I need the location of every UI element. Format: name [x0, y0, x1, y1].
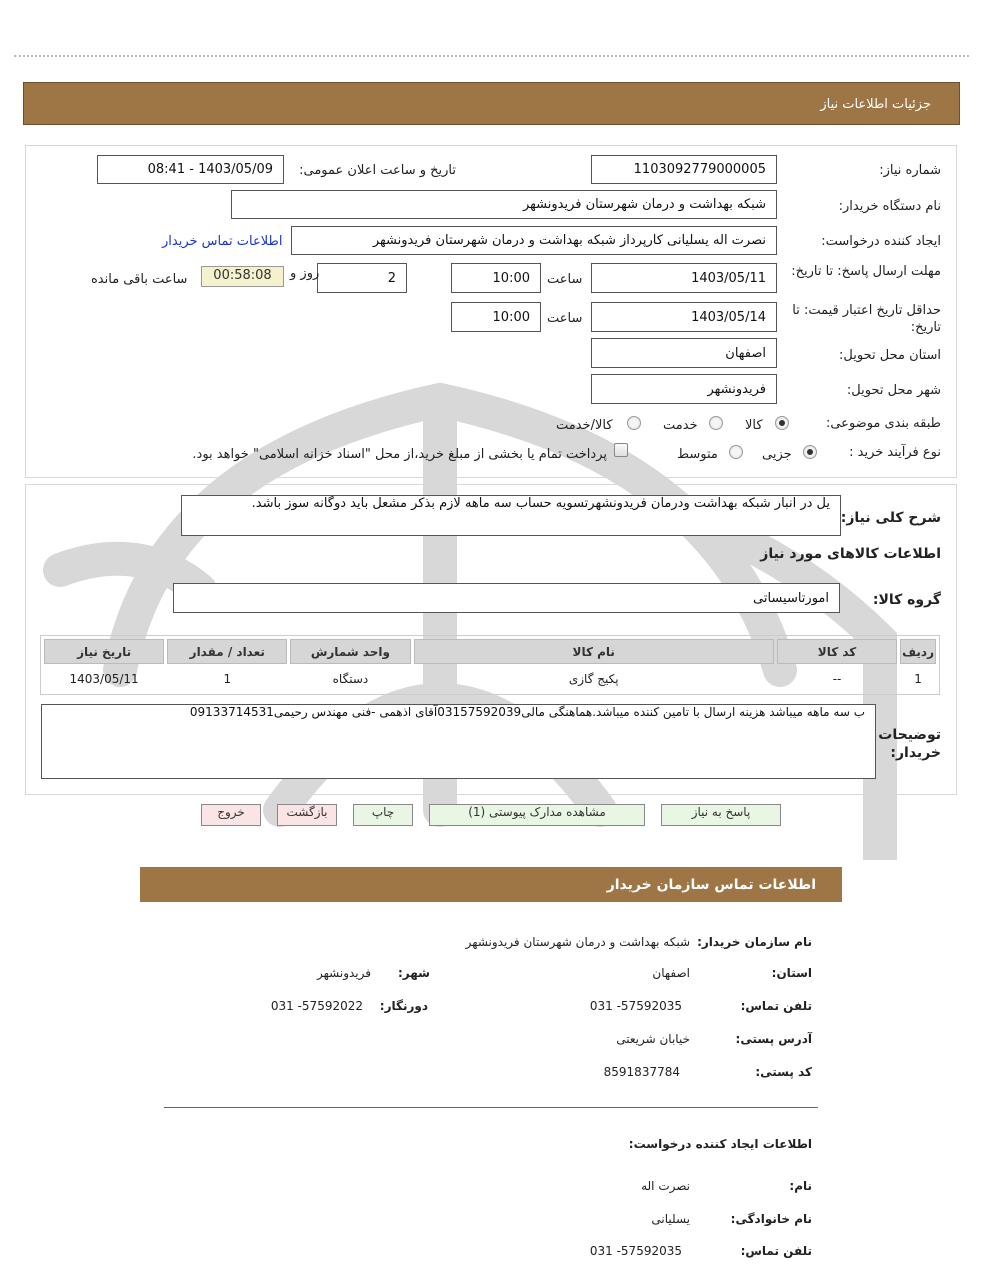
- creator-first-name-label: نام:: [789, 1179, 812, 1193]
- buyer-notes-field: ب سه ماهه میباشد هزینه ارسال با تامین کننده میباشد.هماهنگی مالی03157592039آقای اذهمی -فنی مهندس رحیمی09133714531: [41, 704, 876, 779]
- goods-table: [41, 636, 939, 694]
- contact-address-label: آدرس پستی:: [735, 1032, 812, 1046]
- category-radio-goods-service[interactable]: [627, 416, 641, 430]
- contact-phone-label: تلفن تماس:: [740, 999, 812, 1013]
- col-row-number: ردیف: [900, 639, 936, 664]
- goods-group-field: امورتاسیساتی: [173, 583, 840, 613]
- announce-datetime-field: 1403/05/09 - 08:41: [97, 155, 284, 184]
- remaining-time-label: ساعت باقی مانده: [91, 272, 188, 287]
- buyer-notes-label: توضیحات خریدار:: [878, 727, 941, 761]
- contact-province-value: اصفهان: [652, 966, 690, 980]
- buyer-org-field: شبکه بهداشت و درمان شهرستان فریدونشهر: [231, 190, 777, 219]
- contact-fax-label: دورنگار:: [379, 999, 428, 1013]
- category-radio-service[interactable]: [709, 416, 723, 430]
- requester-label: ایجاد کننده درخواست:: [821, 234, 941, 249]
- col-goods-name: نام کالا: [414, 639, 774, 664]
- contact-section-title: اطلاعات تماس سازمان خریدار: [606, 877, 816, 893]
- contact-city-label: شهر:: [398, 966, 430, 980]
- page-title: جزئیات اطلاعات نیاز: [820, 97, 931, 112]
- cell-quantity: 1: [223, 672, 232, 686]
- summary-label: شرح کلی نیاز:: [840, 510, 941, 526]
- creator-last-name-value: یسلیانی: [651, 1212, 690, 1226]
- remaining-time-display: 00:58:08: [201, 266, 284, 287]
- goods-info-title: اطلاعات کالاهای مورد نیاز: [760, 546, 941, 562]
- treasury-payment-checkbox[interactable]: [614, 443, 628, 457]
- goods-group-label: گروه کالا:: [872, 592, 941, 608]
- category-radio-goods[interactable]: [775, 416, 789, 430]
- validity-date-field: 1403/05/14: [591, 302, 777, 332]
- province-label: استان محل تحویل:: [839, 348, 941, 363]
- purchase-option-medium: متوسط: [677, 447, 718, 462]
- purchase-option-minor: جزیی: [762, 447, 792, 462]
- creator-phone-label: تلفن تماس:: [740, 1244, 812, 1258]
- contact-postal-label: کد پستی:: [755, 1065, 812, 1079]
- contact-postal-value: 8591837784: [603, 1065, 680, 1079]
- table-row: [44, 667, 936, 691]
- contact-org-label: نام سازمان خریدار:: [697, 935, 812, 949]
- validity-time-field: 10:00: [451, 302, 541, 332]
- purchase-radio-medium[interactable]: [729, 445, 743, 459]
- respond-button[interactable]: پاسخ به نیاز: [661, 804, 781, 826]
- col-unit: واحد شمارش: [290, 639, 410, 664]
- creator-phone-value: 57592035- 031: [589, 1244, 682, 1258]
- col-goods-code: کد کالا: [777, 639, 897, 664]
- print-button[interactable]: چاپ: [353, 804, 413, 826]
- cell-row-number: 1: [914, 672, 922, 686]
- need-number-field: 1103092779000005: [591, 155, 777, 184]
- creator-info-title: اطلاعات ایجاد کننده درخواست:: [628, 1137, 812, 1151]
- category-option-goods: کالا: [745, 418, 763, 433]
- cell-need-date: 1403/05/11: [69, 672, 139, 686]
- cell-unit: دستگاه: [332, 672, 369, 686]
- creator-first-name-value: نصرت اله: [641, 1179, 690, 1193]
- category-label: طبقه بندی موضوعی:: [825, 416, 941, 431]
- purchase-type-label: نوع فرآیند خرید :: [849, 445, 941, 460]
- creator-last-name-label: نام خانوادگی:: [730, 1212, 812, 1226]
- goods-table-frame: [40, 635, 940, 695]
- top-divider: [14, 55, 969, 57]
- back-button[interactable]: بازگشت: [277, 804, 337, 826]
- cell-goods-name: پکیج گازی: [568, 672, 619, 686]
- validity-time-label: ساعت: [547, 311, 583, 326]
- need-number-label: شماره نیاز:: [879, 163, 941, 178]
- days-label: روز و: [290, 266, 320, 281]
- requester-field: نصرت اله یسلیانی کارپرداز شبکه بهداشت و درمان شهرستان فریدونشهر: [291, 226, 777, 255]
- col-need-date: تاریخ نیاز: [44, 639, 164, 664]
- view-attachments-button[interactable]: مشاهده مدارک پیوستی (1): [429, 804, 645, 826]
- contact-city-value: فریدونشهر: [317, 966, 371, 980]
- goods-table-header: [44, 639, 936, 664]
- treasury-payment-note: پرداخت تمام یا بخشی از مبلغ خرید،از محل "اسناد خزانه اسلامی" خواهد بود.: [192, 447, 607, 462]
- deadline-days-field: 2: [317, 263, 407, 293]
- contact-province-label: استان:: [771, 966, 812, 980]
- contact-fax-value: 57592022- 031: [270, 999, 363, 1013]
- validity-label: حداقل تاریخ اعتبار قیمت: تا تاریخ:: [792, 303, 941, 335]
- deadline-time-label: ساعت: [547, 272, 583, 287]
- col-quantity: تعداد / مقدار: [167, 639, 287, 664]
- city-label: شهر محل تحویل:: [846, 383, 941, 398]
- summary-field: یل در انبار شبکه بهداشت ودرمان فریدونشهرتسویه حساب سه ماهه لازم بذکر مشعل باید دوگانه سوز باشد.: [181, 495, 841, 536]
- deadline-label: مهلت ارسال پاسخ: تا تاریخ:: [791, 264, 941, 279]
- page-header: [23, 82, 960, 125]
- announce-datetime-label: تاریخ و ساعت اعلان عمومی:: [299, 163, 456, 178]
- deadline-date-field: 1403/05/11: [591, 263, 777, 293]
- contact-org-value: شبکه بهداشت و درمان شهرستان فریدونشهر: [465, 935, 690, 949]
- cell-goods-code: --: [832, 672, 842, 686]
- purchase-radio-minor[interactable]: [803, 445, 817, 459]
- exit-button[interactable]: خروج: [201, 804, 261, 826]
- contact-section-header: [140, 867, 842, 902]
- contact-phone-value: 57592035- 031: [589, 999, 682, 1013]
- contact-divider: [164, 1107, 818, 1108]
- category-option-service: خدمت: [663, 418, 698, 433]
- buyer-org-label: نام دستگاه خریدار:: [838, 199, 941, 214]
- buyer-contact-link[interactable]: اطلاعات تماس خریدار: [162, 234, 283, 249]
- deadline-time-field: 10:00: [451, 263, 541, 293]
- category-option-goods-service: کالا/خدمت: [556, 418, 613, 433]
- city-field: فریدونشهر: [591, 374, 777, 404]
- contact-address-value: خیابان شریعتی: [616, 1032, 690, 1046]
- province-field: اصفهان: [591, 338, 777, 368]
